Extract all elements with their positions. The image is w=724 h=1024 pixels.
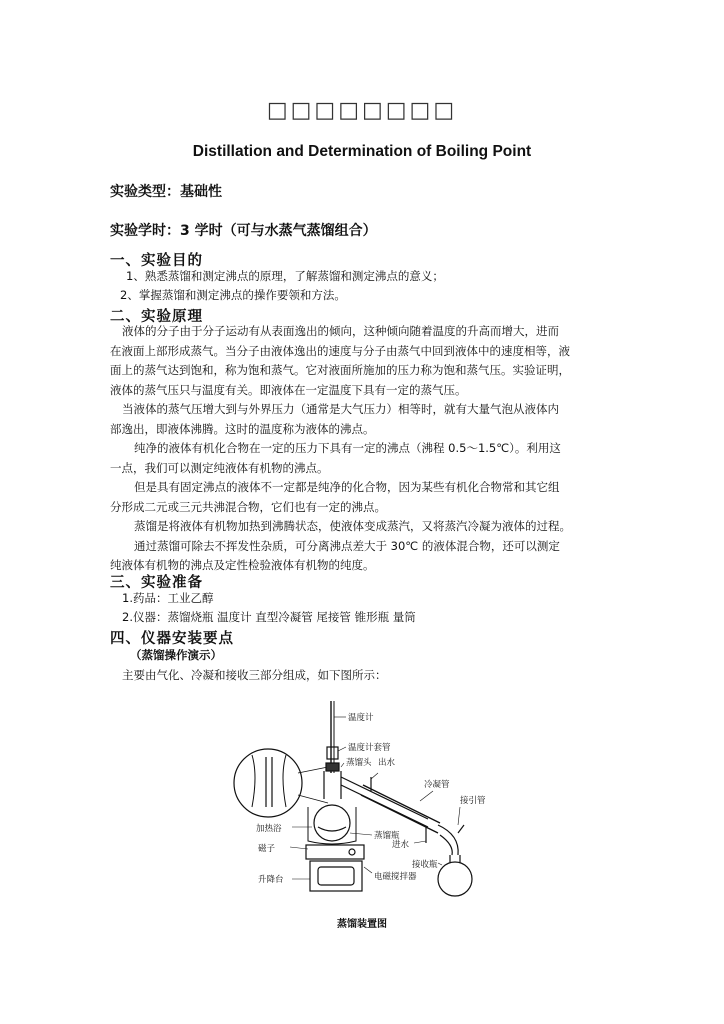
principle-line: 但是具有固定沸点的液体不一定都是纯净的化合物，因为某些有机化合物常和其它组	[134, 480, 560, 494]
label-adapter: 接引管	[460, 796, 486, 806]
principle-line: 纯净的液体有机化合物在一定的压力下具有一定的沸点（沸程 0.5～1.5℃）。利用这	[134, 441, 561, 455]
receiver-flask	[438, 862, 472, 896]
prep-item: 1.药品：工业乙醇	[122, 591, 214, 605]
label-still-head: 蒸馏头	[346, 758, 372, 768]
diagram-caption: 蒸馏装置图	[337, 919, 387, 930]
section-heading-objectives: 一、实验目的	[110, 253, 203, 269]
principle-line: 液体的蒸气压只与温度有关。即液体在一定温度下具有一定的蒸气压。	[110, 382, 467, 397]
label-water-in: 进水	[392, 840, 410, 850]
doc-title-placeholder: □□□□□□□□	[266, 98, 458, 123]
principle-text	[110, 322, 620, 576]
principle-line: 通过蒸馏可除去不挥发性杂质，可分离沸点差大于 30℃ 的液体混合物，还可以测定	[134, 538, 560, 553]
label-flask: 蒸馏瓶	[374, 831, 400, 841]
distillation-apparatus-diagram	[228, 695, 508, 905]
principle-line: 蒸馏是将液体有机物加热到沸腾状态，使液体变成蒸汽，又将蒸汽冷凝为液体的过程。	[134, 519, 571, 533]
setup-subheading: （蒸馏操作演示）	[130, 648, 222, 662]
label-receiver: 接收瓶	[412, 860, 438, 870]
distilling-flask	[314, 805, 350, 841]
label-thermometer: 温度计	[348, 713, 374, 723]
magnified-inset	[234, 749, 302, 817]
principle-line: 当液体的蒸气压增大到与外界压力（通常是大气压力）相等时，就有大量气泡从液体内	[122, 402, 559, 416]
objective-item: 2、掌握蒸馏和测定沸点的操作要领和方法。	[120, 288, 346, 302]
objective-item: 1、熟悉蒸馏和测定沸点的原理，了解蒸馏和测定沸点的意义；	[126, 269, 444, 283]
doc-subtitle: Distillation and Determination of Boiling Point	[192, 143, 532, 160]
section-heading-preparation: 三、实验准备	[110, 575, 203, 591]
experiment-hours: 实验学时：3 学时（可与水蒸气蒸馏组合）	[110, 223, 377, 239]
label-water-out: 出水	[378, 758, 396, 768]
principle-line: 部逸出，即液体沸腾。这时的温度称为液体的沸点。	[110, 421, 375, 436]
label-heating-bath: 加热浴	[256, 824, 282, 834]
prep-item: 2.仪器：蒸馏烧瓶 温度计 直型冷凝管 尾接管 锥形瓶 量筒	[122, 610, 416, 624]
label-stirrer: 电磁搅拌器	[374, 872, 417, 882]
label-condenser: 冷凝管	[424, 780, 450, 790]
principle-line: 在液面上部形成蒸气。当分子由液体逸出的速度与分子由蒸气中回到液体中的速度相等，液	[110, 343, 570, 358]
principle-line: 一点，我们可以测定纯液体有机物的沸点。	[110, 460, 329, 475]
label-stir-bar: 磁子	[258, 844, 276, 854]
principle-line: 液体的分子由于分子运动有从表面逸出的倾向，这种倾向随着温度的升高而增大，进而	[122, 324, 559, 338]
principle-line: 纯液体有机物的沸点及定性检验液体有机物的纯度。	[110, 558, 375, 572]
label-lift: 升降台	[258, 875, 284, 885]
principle-line: 分形成二元或三元共沸混合物，它们也有一定的沸点。	[110, 499, 386, 514]
section-heading-setup: 四、仪器安装要点	[110, 631, 234, 647]
setup-text: 主要由气化、冷凝和接收三部分组成，如下图所示：	[122, 668, 387, 682]
label-thermo-sleeve: 温度计套管	[348, 743, 391, 753]
section-heading-principle: 二、实验原理	[110, 309, 203, 325]
principle-line: 面上的蒸气达到饱和，称为饱和蒸气。它对液面所施加的压力称为饱和蒸气压。实验证明，	[110, 363, 570, 377]
experiment-type: 实验类型：基础性	[110, 184, 222, 200]
